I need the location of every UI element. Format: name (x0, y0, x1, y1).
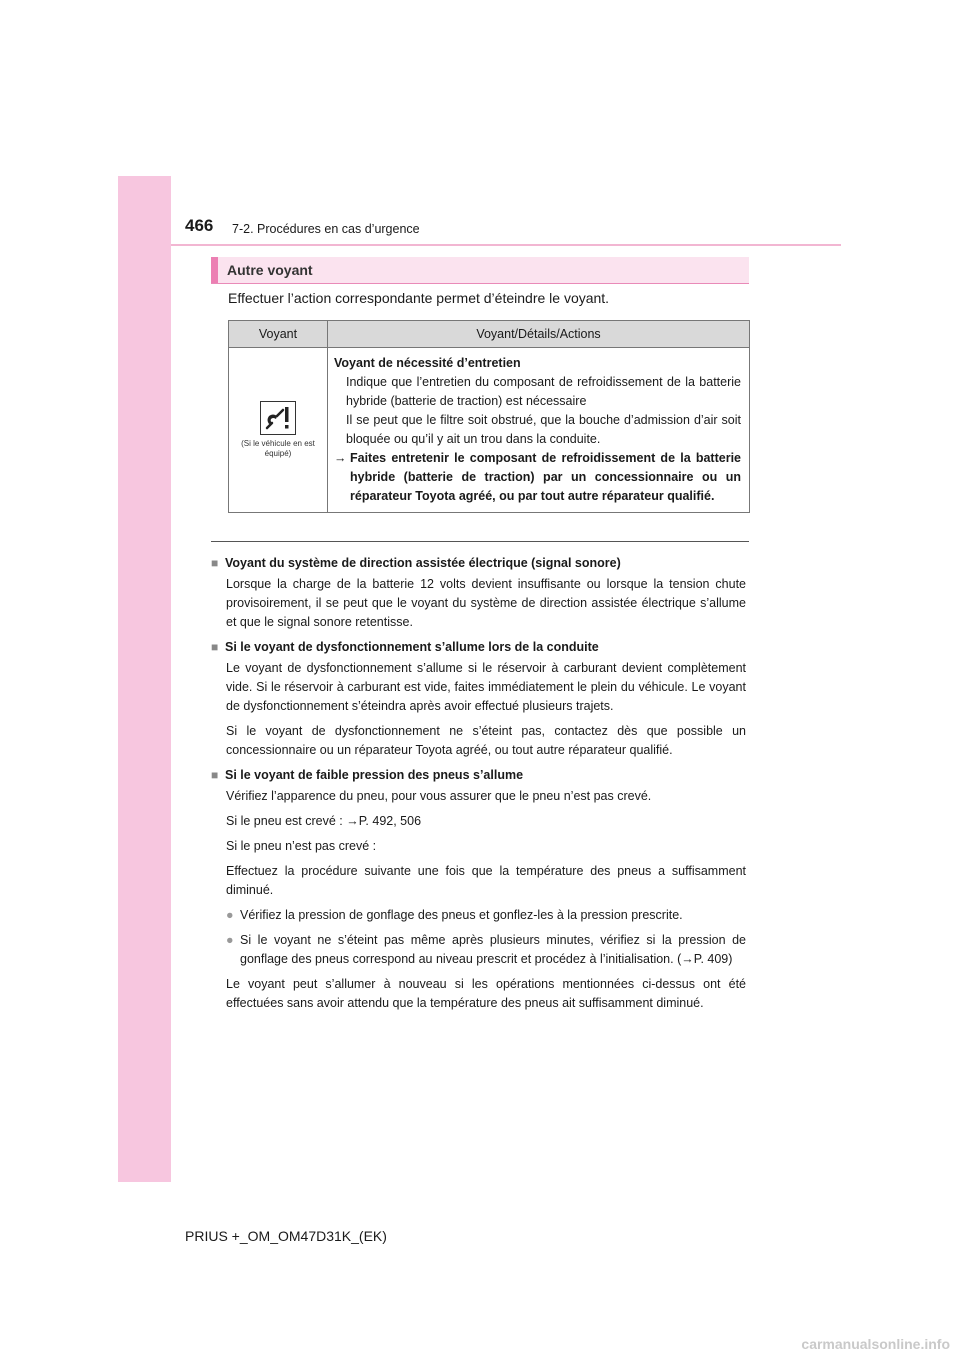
paragraph: Effectuez la procédure suivante une fois que la température des pneus a suffisamment diminué. (226, 864, 746, 897)
square-bullet-icon: ■ (211, 768, 219, 782)
section-divider (211, 541, 749, 542)
chapter-sidebar (118, 176, 171, 1182)
detail-text: Il se peut que le filtre soit obstrué, que la bouche d’admission d’air soit bloquée ou qu’il y ait un trou dans la conduite. (346, 413, 741, 446)
section-title: 7-2. Procédures en cas d’urgence (232, 222, 420, 236)
note-title: Voyant du système de direction assistée électrique (signal sonore) (225, 556, 621, 570)
action-text (334, 449, 741, 506)
page-number: 466 (185, 216, 214, 235)
square-bullet-icon: ■ (211, 640, 219, 654)
dot-bullet-icon: ● (226, 933, 234, 947)
table-header-row (229, 321, 750, 348)
paragraph: Vérifiez l’apparence du pneu, pour vous assurer que le pneu n’est pas crevé. (226, 789, 652, 803)
bullet-item (211, 931, 746, 969)
paragraph: Le voyant peut s’allumer à nouveau si les opérations mentionnées ci-dessus ont été effectuées sans avoir attendu que la température des pneus ait suffisamment diminué. (226, 977, 746, 1010)
table-row (229, 348, 750, 513)
paragraph: Si le voyant de dysfonctionnement ne s’éteint pas, contactez dès que possible un concessionnaire ou un réparateur Toyota agréé, ou tout autre réparateur qualifié. (226, 724, 746, 757)
detail-text: Indique que l’entretien du composant de refroidissement de la batterie hybride (batterie de traction) est nécessaire (346, 375, 741, 408)
heading-accent (211, 257, 218, 283)
warning-table (228, 320, 750, 513)
note-title: Si le voyant de dysfonctionnement s’allume lors de la conduite (225, 640, 599, 654)
icon-cell (229, 348, 328, 513)
details-cell (328, 348, 750, 513)
column-header-voyant: Voyant (229, 321, 328, 348)
header-rule (171, 244, 841, 246)
paragraph: Le voyant de dysfonctionnement s’allume si le réservoir à carburant devient complètement vide. Si le réservoir à carburant est vide, faites immédiatement le plein du véhicule. Le voyant de dysfonctionnement s’éteindra après avoir effectué plusieurs trajets. (226, 661, 746, 713)
column-header-details: Voyant/Détails/Actions (328, 321, 750, 348)
paragraph: Lorsque la charge de la batterie 12 volts devient insuffisante ou lorsque la tension chute provisoirement, il se peut que le voyant du système de direction assistée électrique s’allume et que le signal sonore retentisse. (226, 577, 746, 629)
notes-section (211, 550, 746, 1019)
bullet-text: Vérifiez la pression de gonflage des pneus et gonflez-les à la pression prescrite. (240, 908, 683, 922)
footer-code: PRIUS +_OM_OM47D31K_(EK) (185, 1228, 387, 1244)
heading-bar (211, 257, 749, 284)
note-heading (211, 766, 746, 785)
watermark: carmanualsonline.info (801, 1336, 950, 1352)
paragraph: Si le pneu n’est pas crevé : (226, 839, 377, 853)
note-title: Si le voyant de faible pression des pneus s’allume (225, 768, 524, 782)
maintenance-warning-icon (260, 401, 296, 435)
intro-text: Effectuer l’action correspondante permet d’éteindre le voyant. (228, 290, 610, 306)
note-heading (211, 554, 746, 573)
note-heading (211, 638, 746, 657)
heading-title: Autre voyant (227, 262, 313, 278)
arrow-icon: → (334, 451, 347, 465)
paragraph: Si le pneu est crevé : →P. 492, 506 (226, 814, 422, 828)
bullet-text: Si le voyant ne s’éteint pas même après plusieurs minutes, vérifiez si la pression de gonflage des pneus correspond au niveau prescrit et procédez à l’initialisation. (→P. 409) (240, 933, 746, 966)
dot-bullet-icon: ● (226, 908, 234, 922)
square-bullet-icon: ■ (211, 556, 219, 570)
detail-title: Voyant de nécessité d’entretien (334, 356, 521, 370)
icon-note: (Si le véhicule en est équipé) (241, 439, 315, 458)
bullet-item (211, 906, 746, 925)
action-label: Faites entretenir le composant de refroidissement de la batterie hybride (batterie de traction) par un concessionnaire ou un réparateur Toyota agréé, ou par tout autre réparateur qualifié. (350, 451, 741, 503)
